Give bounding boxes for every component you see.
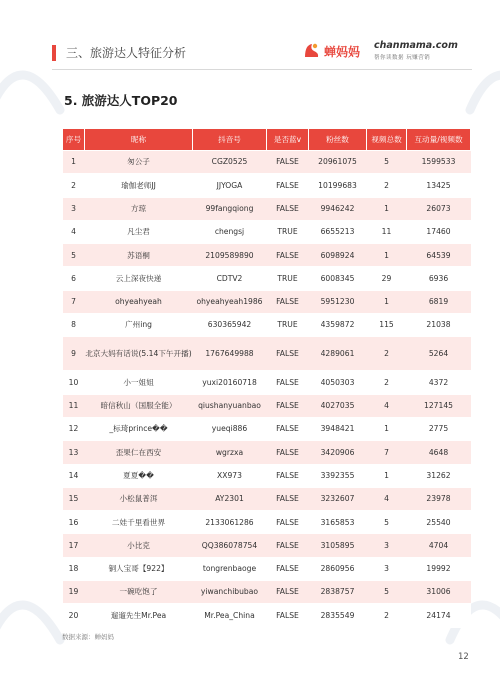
table-cell: FALSE bbox=[267, 151, 309, 174]
table-cell: 9946242 bbox=[309, 197, 367, 220]
data-source-note: 数据来源：蝉妈妈 bbox=[62, 633, 114, 641]
column-header: 序号 bbox=[63, 129, 85, 151]
column-header: 昵称 bbox=[85, 129, 193, 151]
table-cell: yuxi20160718 bbox=[193, 371, 267, 394]
table-cell: 4050303 bbox=[309, 371, 367, 394]
table-row bbox=[63, 394, 471, 417]
table-cell: FALSE bbox=[267, 174, 309, 197]
table-cell: 19992 bbox=[407, 557, 471, 580]
table-cell: 4372 bbox=[407, 371, 471, 394]
table-cell: 13 bbox=[63, 441, 85, 464]
table-cell: 2 bbox=[63, 174, 85, 197]
table-cell: 北京大妈有话说(5.14下午开播) bbox=[85, 337, 193, 371]
table-cell: 4027035 bbox=[309, 394, 367, 417]
page-number: 12 bbox=[458, 652, 469, 662]
table-cell: 3165853 bbox=[309, 511, 367, 534]
table-cell: 6098924 bbox=[309, 244, 367, 267]
header-accent-bar bbox=[52, 45, 56, 61]
table-cell: 3420906 bbox=[309, 441, 367, 464]
page-header bbox=[52, 36, 472, 70]
table-cell: 6008345 bbox=[309, 267, 367, 290]
table-cell: 5 bbox=[367, 511, 407, 534]
table-cell: 31006 bbox=[407, 581, 471, 604]
table-cell: FALSE bbox=[267, 581, 309, 604]
table-cell: 2838757 bbox=[309, 581, 367, 604]
table-row bbox=[63, 464, 471, 487]
table-cell: 23978 bbox=[407, 487, 471, 510]
table-cell: chengsj bbox=[193, 220, 267, 243]
brand-logo-block bbox=[302, 38, 472, 64]
table-row bbox=[63, 441, 471, 464]
table-cell: TRUE bbox=[267, 314, 309, 337]
table-cell: 99fangqiong bbox=[193, 197, 267, 220]
table-cell: 25540 bbox=[407, 511, 471, 534]
table-cell: 20 bbox=[63, 604, 85, 627]
table-cell: FALSE bbox=[267, 534, 309, 557]
table-cell: 115 bbox=[367, 314, 407, 337]
table-cell: 17460 bbox=[407, 220, 471, 243]
table-cell: 3 bbox=[367, 557, 407, 580]
table-row bbox=[63, 337, 471, 371]
table-cell: FALSE bbox=[267, 464, 309, 487]
table-cell: 遛遛先生Mr.Pea bbox=[85, 604, 193, 627]
table-cell: TRUE bbox=[267, 267, 309, 290]
column-header: 粉丝数 bbox=[309, 129, 367, 151]
table-cell: 2133061286 bbox=[193, 511, 267, 534]
table-cell: 21038 bbox=[407, 314, 471, 337]
table-row bbox=[63, 604, 471, 627]
table-cell: 1767649988 bbox=[193, 337, 267, 371]
table-cell: 7 bbox=[367, 441, 407, 464]
table-cell: 方琼 bbox=[85, 197, 193, 220]
table-cell: 5 bbox=[367, 581, 407, 604]
table-cell: 1599533 bbox=[407, 151, 471, 174]
table-cell: 云上深夜快递 bbox=[85, 267, 193, 290]
table-row bbox=[63, 417, 471, 440]
table-cell: Mr.Pea_China bbox=[193, 604, 267, 627]
table-cell: FALSE bbox=[267, 371, 309, 394]
table-row bbox=[63, 581, 471, 604]
table-cell: 夏夏�� bbox=[85, 464, 193, 487]
chanmama-logo-icon bbox=[302, 41, 322, 61]
column-header: 是否蓝v bbox=[267, 129, 309, 151]
table-cell: 1 bbox=[367, 464, 407, 487]
table-cell: TRUE bbox=[267, 220, 309, 243]
table-cell: 26073 bbox=[407, 197, 471, 220]
table-cell: 6819 bbox=[407, 290, 471, 313]
table-cell: 1 bbox=[367, 290, 407, 313]
table-cell: 4648 bbox=[407, 441, 471, 464]
table-cell: 二娃千里看世界 bbox=[85, 511, 193, 534]
table-row bbox=[63, 290, 471, 313]
table-cell: FALSE bbox=[267, 487, 309, 510]
table-cell: 8 bbox=[63, 314, 85, 337]
table-cell: FALSE bbox=[267, 290, 309, 313]
table-cell: 3 bbox=[63, 197, 85, 220]
table-cell: 9 bbox=[63, 337, 85, 371]
table-cell: 1 bbox=[367, 417, 407, 440]
table-cell: _标琦prince�� bbox=[85, 417, 193, 440]
column-header: 抖音号 bbox=[193, 129, 267, 151]
table-cell: 6655213 bbox=[309, 220, 367, 243]
table-cell: 3948421 bbox=[309, 417, 367, 440]
table-row bbox=[63, 557, 471, 580]
table-cell: FALSE bbox=[267, 511, 309, 534]
table-cell: 瑜伽老师JJ bbox=[85, 174, 193, 197]
table-cell: 15 bbox=[63, 487, 85, 510]
table-cell: 6936 bbox=[407, 267, 471, 290]
table-cell: FALSE bbox=[267, 394, 309, 417]
table-cell: 2 bbox=[367, 371, 407, 394]
table-cell: 31262 bbox=[407, 464, 471, 487]
table-cell: 14 bbox=[63, 464, 85, 487]
brand-name-cn: 蝉妈妈 bbox=[324, 45, 361, 59]
table-cell: 凡尘君 bbox=[85, 220, 193, 243]
brand-tagline: 帮你读数据 玩赚营销 bbox=[374, 55, 431, 61]
table-cell: FALSE bbox=[267, 417, 309, 440]
table-cell: tongrenbaoge bbox=[193, 557, 267, 580]
table-cell: 2 bbox=[367, 337, 407, 371]
brand-name-en: chanmama.com bbox=[374, 40, 458, 51]
table-body bbox=[63, 151, 471, 628]
section-title: 5. 旅游达人TOP20 bbox=[64, 93, 178, 108]
table-cell: XX973 bbox=[193, 464, 267, 487]
table-cell: 20961075 bbox=[309, 151, 367, 174]
table-row bbox=[63, 151, 471, 174]
table-cell: CDTV2 bbox=[193, 267, 267, 290]
table-row bbox=[63, 534, 471, 557]
table-cell: 3105895 bbox=[309, 534, 367, 557]
table-cell: 4 bbox=[367, 394, 407, 417]
table-cell: 6 bbox=[63, 267, 85, 290]
table-row bbox=[63, 220, 471, 243]
table-cell: 铜人宝哥【922】 bbox=[85, 557, 193, 580]
table-cell: 3392355 bbox=[309, 464, 367, 487]
table-cell: wgrzxa bbox=[193, 441, 267, 464]
table-cell: 小一姐姐 bbox=[85, 371, 193, 394]
table-cell: FALSE bbox=[267, 557, 309, 580]
table-cell: 4359872 bbox=[309, 314, 367, 337]
table-cell: 13425 bbox=[407, 174, 471, 197]
table-cell: 630365942 bbox=[193, 314, 267, 337]
table-cell: 1 bbox=[367, 197, 407, 220]
table-cell: 3232607 bbox=[309, 487, 367, 510]
column-header: 互动量/视频数 bbox=[407, 129, 471, 151]
table-cell: ohyeahyeah bbox=[85, 290, 193, 313]
table-cell: 歪果仁在西安 bbox=[85, 441, 193, 464]
table-cell: 2 bbox=[367, 174, 407, 197]
table-cell: 10199683 bbox=[309, 174, 367, 197]
table-cell: 4289061 bbox=[309, 337, 367, 371]
table-cell: 5 bbox=[367, 151, 407, 174]
table-cell: 24174 bbox=[407, 604, 471, 627]
table-cell: ohyeahyeah1986 bbox=[193, 290, 267, 313]
table-cell: 4704 bbox=[407, 534, 471, 557]
table-cell: 小比克 bbox=[85, 534, 193, 557]
table-cell: FALSE bbox=[267, 197, 309, 220]
table-cell: 64539 bbox=[407, 244, 471, 267]
table-row bbox=[63, 314, 471, 337]
table-cell: AY2301 bbox=[193, 487, 267, 510]
table-row bbox=[63, 244, 471, 267]
table-row bbox=[63, 174, 471, 197]
table-cell: FALSE bbox=[267, 244, 309, 267]
table-cell: 2835549 bbox=[309, 604, 367, 627]
table-cell: 10 bbox=[63, 371, 85, 394]
table-cell: CGZ0525 bbox=[193, 151, 267, 174]
table-cell: JJYOGA bbox=[193, 174, 267, 197]
table-cell: 2860956 bbox=[309, 557, 367, 580]
table-cell: 17 bbox=[63, 534, 85, 557]
column-header: 视频总数 bbox=[367, 129, 407, 151]
table-cell: 29 bbox=[367, 267, 407, 290]
table-cell: 匆公子 bbox=[85, 151, 193, 174]
table-cell: 12 bbox=[63, 417, 85, 440]
table-cell: QQ386078754 bbox=[193, 534, 267, 557]
table-row bbox=[63, 371, 471, 394]
table-header-row bbox=[63, 129, 471, 151]
table-cell: 16 bbox=[63, 511, 85, 534]
table-cell: yueqi886 bbox=[193, 417, 267, 440]
header-title: 三、旅游达人特征分析 bbox=[66, 46, 187, 60]
table-cell: 127145 bbox=[407, 394, 471, 417]
table-cell: FALSE bbox=[267, 337, 309, 371]
table-cell: 5 bbox=[63, 244, 85, 267]
table-cell: yiwanchibubao bbox=[193, 581, 267, 604]
table-cell: 2 bbox=[367, 604, 407, 627]
table-cell: 3 bbox=[367, 534, 407, 557]
table-row bbox=[63, 267, 471, 290]
table-row bbox=[63, 197, 471, 220]
table-cell: 1 bbox=[63, 151, 85, 174]
table-cell: FALSE bbox=[267, 604, 309, 627]
travel-influencer-table bbox=[62, 128, 471, 628]
table-cell: 苏语桐 bbox=[85, 244, 193, 267]
table-cell: 11 bbox=[367, 220, 407, 243]
table-cell: 18 bbox=[63, 557, 85, 580]
table-cell: 2109589890 bbox=[193, 244, 267, 267]
table-cell: 19 bbox=[63, 581, 85, 604]
table-cell: 5264 bbox=[407, 337, 471, 371]
table-cell: qiushanyuanbao bbox=[193, 394, 267, 417]
table-cell: 5951230 bbox=[309, 290, 367, 313]
table-cell: 7 bbox=[63, 290, 85, 313]
table-cell: 广州ing bbox=[85, 314, 193, 337]
table-cell: 1 bbox=[367, 244, 407, 267]
table-cell: 小松鼠普洱 bbox=[85, 487, 193, 510]
table-cell: 暗信秋山（国服全能） bbox=[85, 394, 193, 417]
table-cell: 4 bbox=[367, 487, 407, 510]
table-cell: 2775 bbox=[407, 417, 471, 440]
table-cell: 11 bbox=[63, 394, 85, 417]
table-row bbox=[63, 511, 471, 534]
table-cell: FALSE bbox=[267, 441, 309, 464]
table-cell: 4 bbox=[63, 220, 85, 243]
table-row bbox=[63, 487, 471, 510]
table-cell: 一碗吃饱了 bbox=[85, 581, 193, 604]
